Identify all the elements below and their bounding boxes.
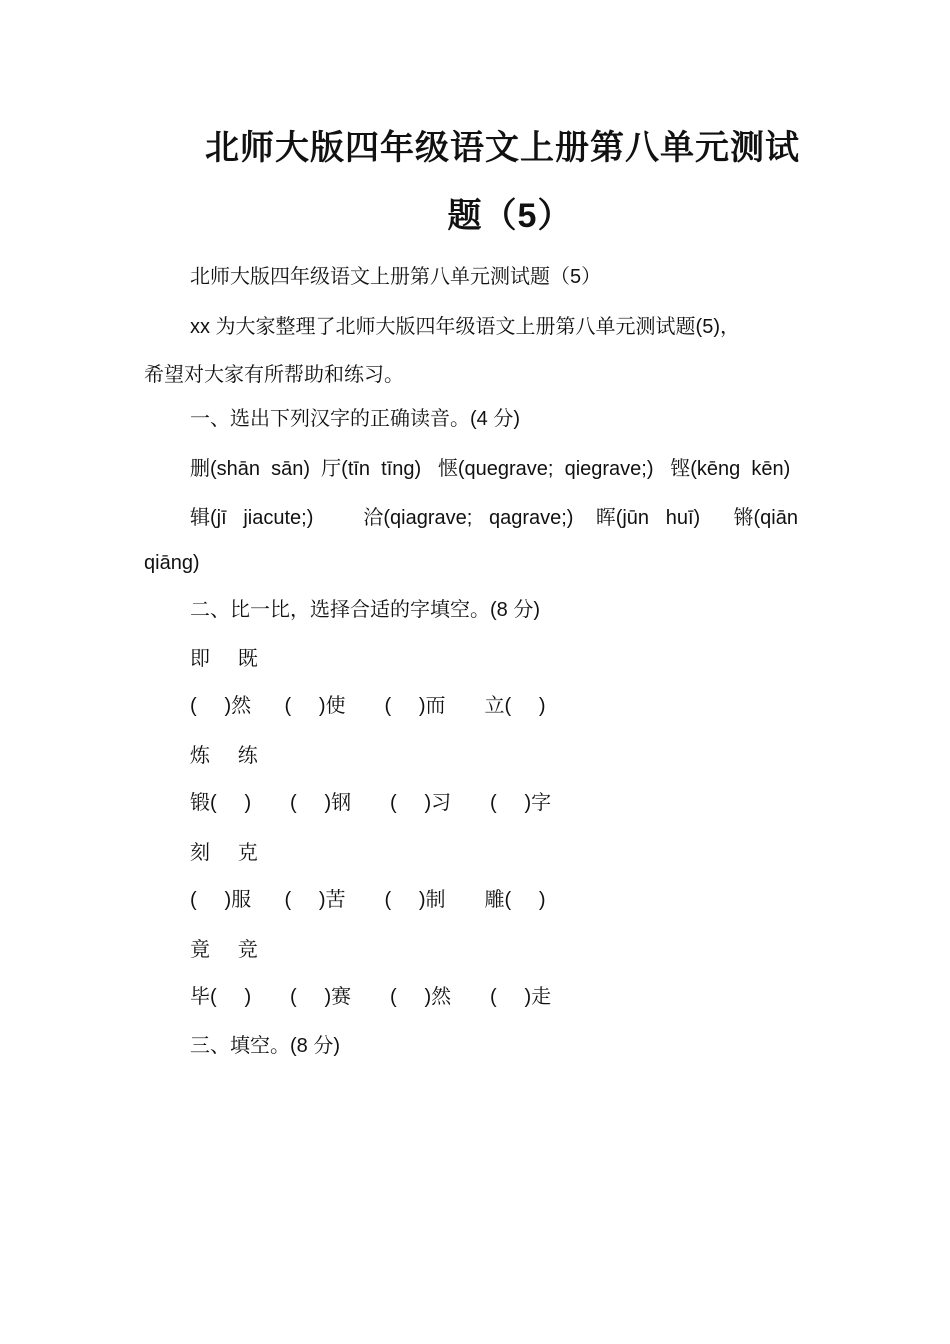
char-pair: 竟 竞 <box>190 939 258 961</box>
char-pair: 炼 练 <box>190 745 258 767</box>
fill-blank-row: ( )然 ( )使 ( )而 立( ) <box>190 695 546 717</box>
fill-blank-row: 锻( ) ( )钢 ( )习 ( )字 <box>190 792 552 814</box>
section-1-heading: 一、选出下列汉字的正确读音。(4 分) <box>190 408 520 430</box>
fill-blank-row: 毕( ) ( )赛 ( )然 ( )走 <box>190 986 552 1008</box>
section-3-heading: 三、填空。(8 分) <box>190 1035 340 1057</box>
pinyin-row-2: 辑(jī jiacute;) 洽(qiagrave; qagrave;) 晖(jūn huī) 锵(qiān <box>190 507 798 529</box>
intro-heading: 北师大版四年级语文上册第八单元测试题（5） <box>190 266 602 288</box>
doc-title-line-1: 北师大版四年级语文上册第八单元测试 <box>205 129 800 167</box>
char-pair: 刻 克 <box>190 842 258 864</box>
section-2-heading: 二、比一比，选择合适的字填空。(8 分) <box>190 599 540 621</box>
intro-paragraph-line-1: xx 为大家整理了北师大版四年级语文上册第八单元测试题(5)， <box>190 316 740 338</box>
pinyin-row-2-continued: qiāng) <box>144 552 200 574</box>
fill-blank-row: ( )服 ( )苦 ( )制 雕( ) <box>190 889 546 911</box>
intro-paragraph-line-2: 希望对大家有所帮助和练习。 <box>144 364 404 386</box>
char-pair: 即 既 <box>190 648 258 670</box>
pinyin-row-1: 删(shān sān) 厅(tīn tīng) 惬(quegrave; qiegrave;) 铿(kēng kēn) <box>190 458 791 480</box>
doc-title-line-2: 题（5） <box>447 197 573 235</box>
